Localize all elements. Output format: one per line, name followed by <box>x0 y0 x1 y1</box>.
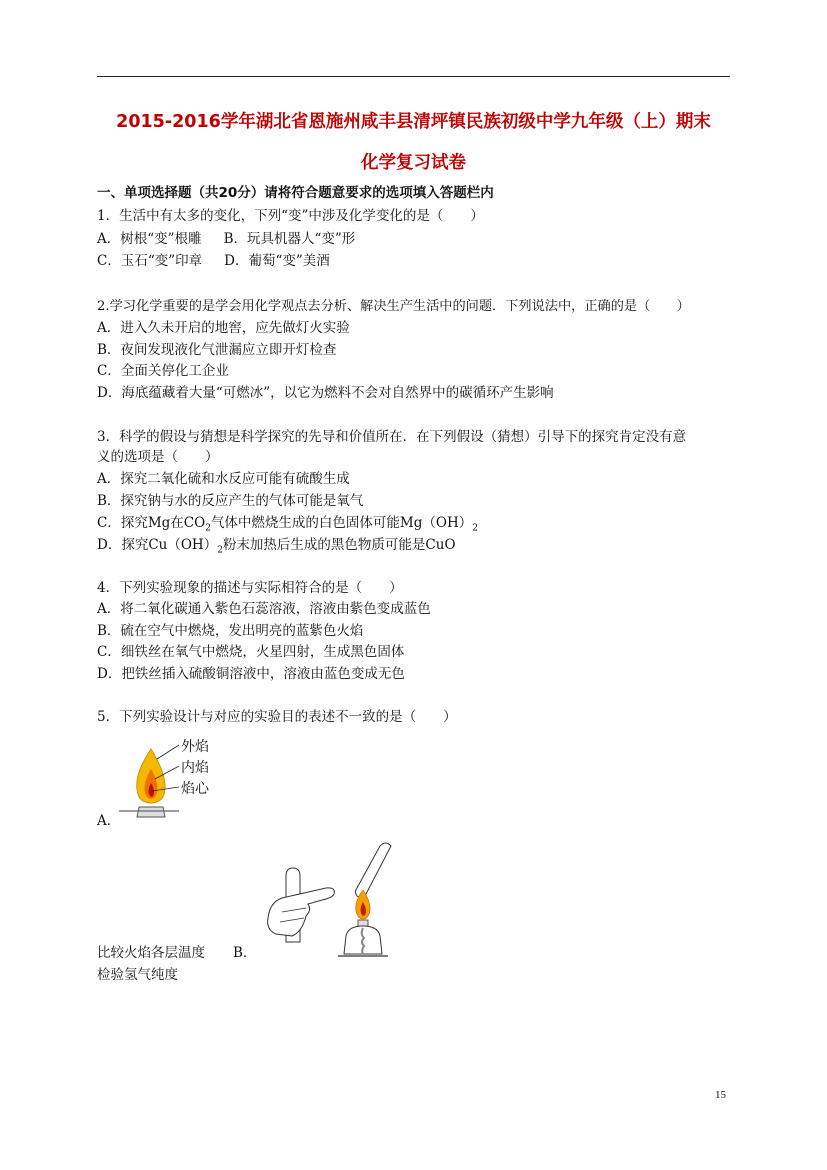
section-heading: 一、单项选择题（共20分）请将符合题意要求的选项填入答题栏内 <box>97 185 494 201</box>
q3-option-c-sub2: 2 <box>472 523 478 534</box>
q1-options-cd <box>97 252 330 270</box>
label-outer-flame: 外焰 <box>181 739 209 755</box>
q5-option-b-caption: 检验氢气纯度 <box>97 967 178 983</box>
exam-title-line1: 2015-2016学年湖北省恩施州咸丰县清坪镇民族初级中学九年级（上）期末 <box>116 112 711 132</box>
q3-option-c-sub: 2 <box>205 523 211 534</box>
q3-stem-line1: 3．科学的假设与猜想是科学探究的先导和价值所在．在下列假设（猜想）引导下的探究肯定没有意 <box>97 429 687 445</box>
q5-stem: 5．下列实验设计与对应的实验目的表述不一致的是（ ） <box>97 709 457 725</box>
flame-layers-figure <box>117 735 217 827</box>
hydrogen-test-illustration <box>262 838 404 962</box>
header-rule <box>97 76 730 77</box>
q2-option-d: D．海底蕴藏着大量“可燃冰”，以它为燃料不会对自然界中的碳循环产生影响 <box>97 385 554 401</box>
q3-option-c-mid: 气体中燃烧生成的白色固体可能Mg（OH） <box>210 515 473 531</box>
q1-option-b: B．玩具机器人“变”形 <box>223 231 356 247</box>
page-number: 15 <box>715 1089 726 1101</box>
label-inner-flame: 内焰 <box>181 760 209 776</box>
q4-option-a: A．将二氧化碳通入紫色石蕊溶液，溶液由紫色变成蓝色 <box>97 601 431 617</box>
q5-option-b-label: B． <box>233 945 257 961</box>
q4-option-d: D．把铁丝插入硫酸铜溶液中，溶液由蓝色变成无色 <box>97 666 405 682</box>
q1-stem: 1．生活中有太多的变化，下列“变”中涉及化学变化的是（ ） <box>97 208 484 224</box>
q4-stem: 4．下列实验现象的描述与实际相符合的是（ ） <box>97 580 403 596</box>
q3-option-b: B．探究钠与水的反应产生的气体可能是氧气 <box>97 493 364 509</box>
q5-option-a-label: A． <box>97 813 121 829</box>
q1-option-c: C．玉石“变”印章 <box>97 253 203 269</box>
q3-option-d-post: 粉末加热后生成的黑色物质可能是CuO <box>222 537 456 553</box>
q3-option-a: A．探究二氧化硫和水反应可能有硫酸生成 <box>97 471 350 487</box>
exam-title-line2: 化学复习试卷 <box>361 153 466 173</box>
q3-stem-line2: 义的选项是（ ） <box>97 449 219 465</box>
q2-option-c: C．全面关停化工企业 <box>97 363 229 379</box>
q2-stem: 2.学习化学重要的是学会用化学观点去分析、解决生产生活中的问题．下列说法中，正确的是（ ） <box>97 299 690 314</box>
q3-option-d-sub: 2 <box>217 545 223 556</box>
lamp-base-shape <box>137 807 165 817</box>
q5-caption-a: 比较火焰各层温度 <box>97 945 205 961</box>
q3-option-c-pre: C．探究Mg在CO <box>97 515 206 531</box>
q2-option-b: B．夜间发现液化气泄漏应立即开灯检查 <box>97 342 337 358</box>
q1-options-ab <box>97 230 355 248</box>
q3-option-d-pre: D．探究Cu（OH） <box>97 537 218 553</box>
q5-option-a-caption <box>97 944 256 962</box>
q2-option-a: A．进入久未开启的地窖，应先做灯火实验 <box>97 320 350 336</box>
q1-option-a: A．树根“变”根雕 <box>97 231 202 247</box>
q4-option-c: C．细铁丝在氧气中燃烧，火星四射，生成黑色固体 <box>97 644 405 660</box>
leader-line-outer <box>157 745 179 759</box>
label-flame-core: 焰心 <box>181 781 209 797</box>
q4-option-b: B．硫在空气中燃烧，发出明亮的蓝紫色火焰 <box>97 623 364 639</box>
hydrogen-test-figure <box>262 838 404 962</box>
hand-shape <box>268 888 335 936</box>
q1-option-d: D．葡萄“变”美酒 <box>224 253 330 269</box>
test-tube-tilted-shape <box>356 843 392 898</box>
q3-option-d <box>97 536 456 560</box>
q3-option-c <box>97 514 478 538</box>
